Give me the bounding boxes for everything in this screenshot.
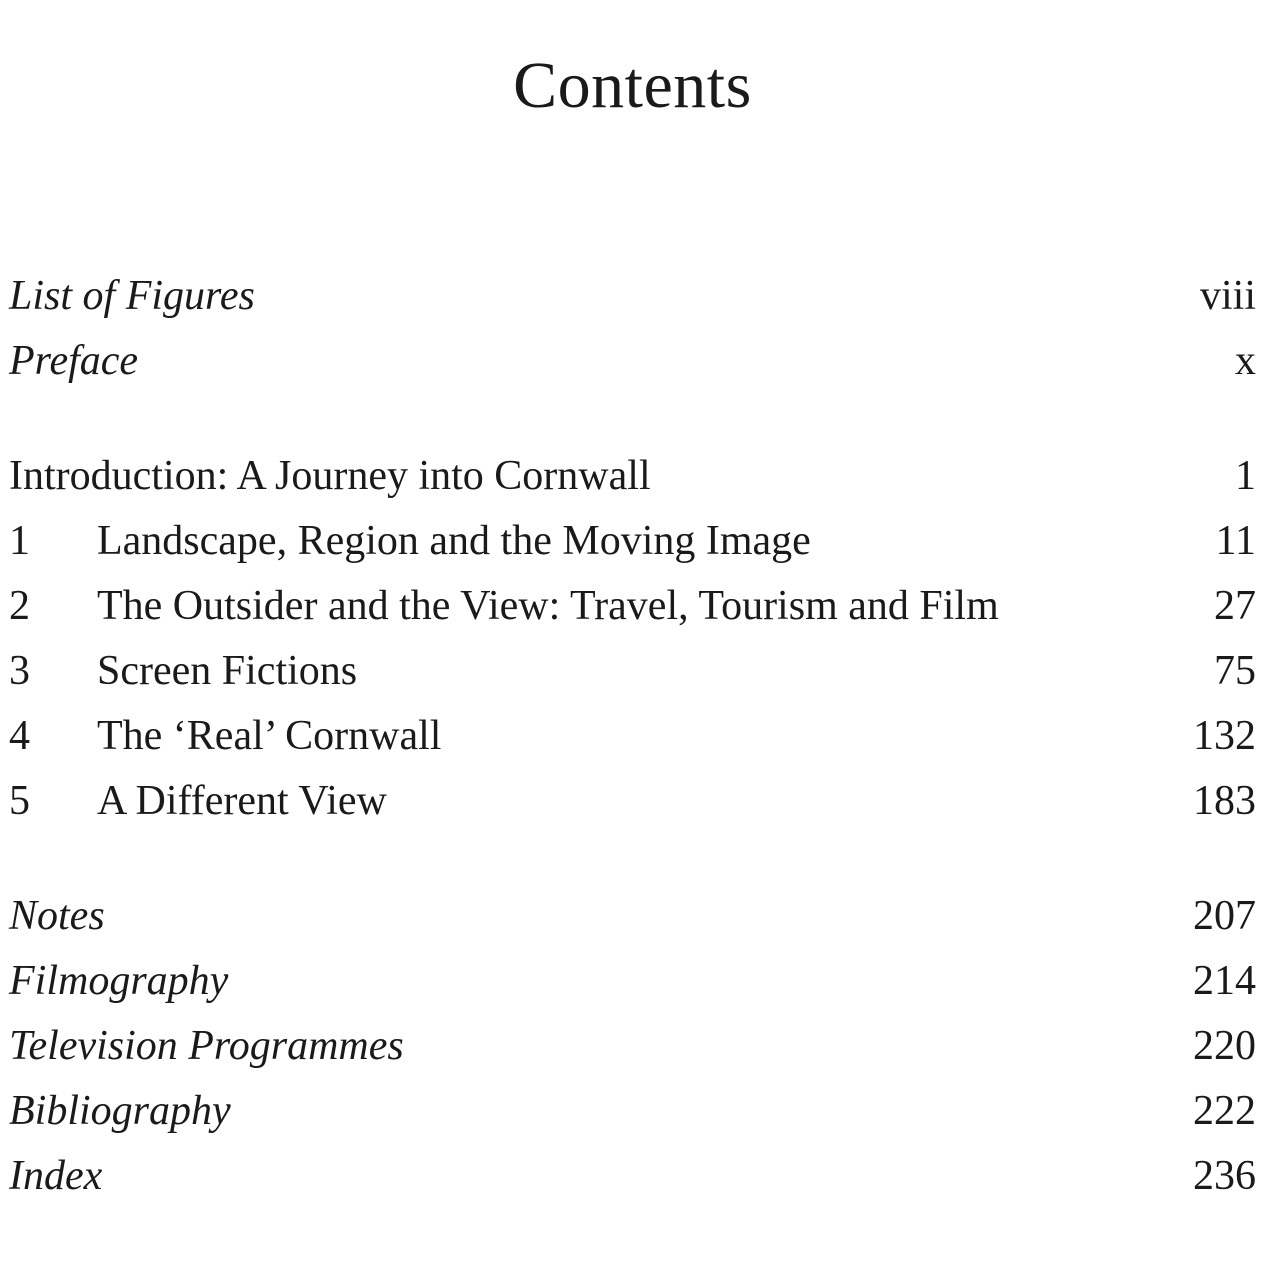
toc-entry-label: Notes	[9, 893, 105, 939]
toc-entry-bibliography[interactable]	[9, 1081, 1256, 1141]
toc-entry-page: 222	[1193, 1088, 1256, 1134]
toc-chapter-3[interactable]	[9, 641, 1256, 701]
toc-chapter-4[interactable]	[9, 706, 1256, 766]
page-title: Contents	[513, 49, 752, 122]
chapter-title: A Different View	[97, 778, 387, 824]
toc-entry-page: 132	[1193, 713, 1256, 759]
toc-entry-label: Index	[9, 1153, 103, 1199]
toc-entry-list-of-figures[interactable]	[9, 266, 1256, 326]
toc-entry-page: 27	[1214, 583, 1256, 629]
toc-chapter-2[interactable]	[9, 576, 1256, 636]
toc-entry-label: Introduction: A Journey into Cornwall	[9, 453, 651, 499]
toc-entry-introduction[interactable]	[9, 446, 1256, 506]
toc-chapter-5[interactable]	[9, 771, 1256, 831]
toc-entry-page: 183	[1193, 778, 1256, 824]
toc-entry-index[interactable]	[9, 1146, 1256, 1206]
toc-entry-page: 1	[1235, 453, 1256, 499]
toc-entry-page: viii	[1199, 273, 1256, 319]
chapter-number: 4	[9, 713, 30, 759]
toc-entry-label: Bibliography	[9, 1088, 231, 1134]
toc-chapter-1[interactable]	[9, 511, 1256, 571]
toc-entry-label: List of Figures	[9, 273, 255, 319]
toc-entry-television-programmes[interactable]	[9, 1016, 1256, 1076]
toc-entry-page: 214	[1193, 958, 1256, 1004]
toc-entry-label: Preface	[9, 338, 139, 384]
toc-entry-page: x	[1235, 338, 1256, 384]
chapter-title: The ‘Real’ Cornwall	[97, 713, 442, 759]
chapter-number: 3	[9, 648, 30, 694]
chapter-number: 2	[9, 583, 30, 629]
toc-entry-page: 11	[1215, 518, 1256, 564]
toc-entry-page: 207	[1193, 893, 1256, 939]
toc-entry-page: 220	[1193, 1023, 1256, 1069]
toc-entry-notes[interactable]	[9, 886, 1256, 946]
chapter-number: 5	[9, 778, 30, 824]
toc-entry-label: Television Programmes	[9, 1023, 404, 1069]
toc-entry-label: Filmography	[9, 958, 229, 1004]
chapter-title: The Outsider and the View: Travel, Tourism and Film	[97, 583, 999, 629]
chapter-title: Landscape, Region and the Moving Image	[97, 518, 811, 564]
chapter-title: Screen Fictions	[97, 648, 358, 694]
toc-entry-filmography[interactable]	[9, 951, 1256, 1011]
toc-entry-preface[interactable]	[9, 331, 1256, 391]
toc-entry-page: 75	[1214, 648, 1256, 694]
toc-entry-page: 236	[1193, 1153, 1256, 1199]
chapter-number: 1	[9, 518, 30, 564]
